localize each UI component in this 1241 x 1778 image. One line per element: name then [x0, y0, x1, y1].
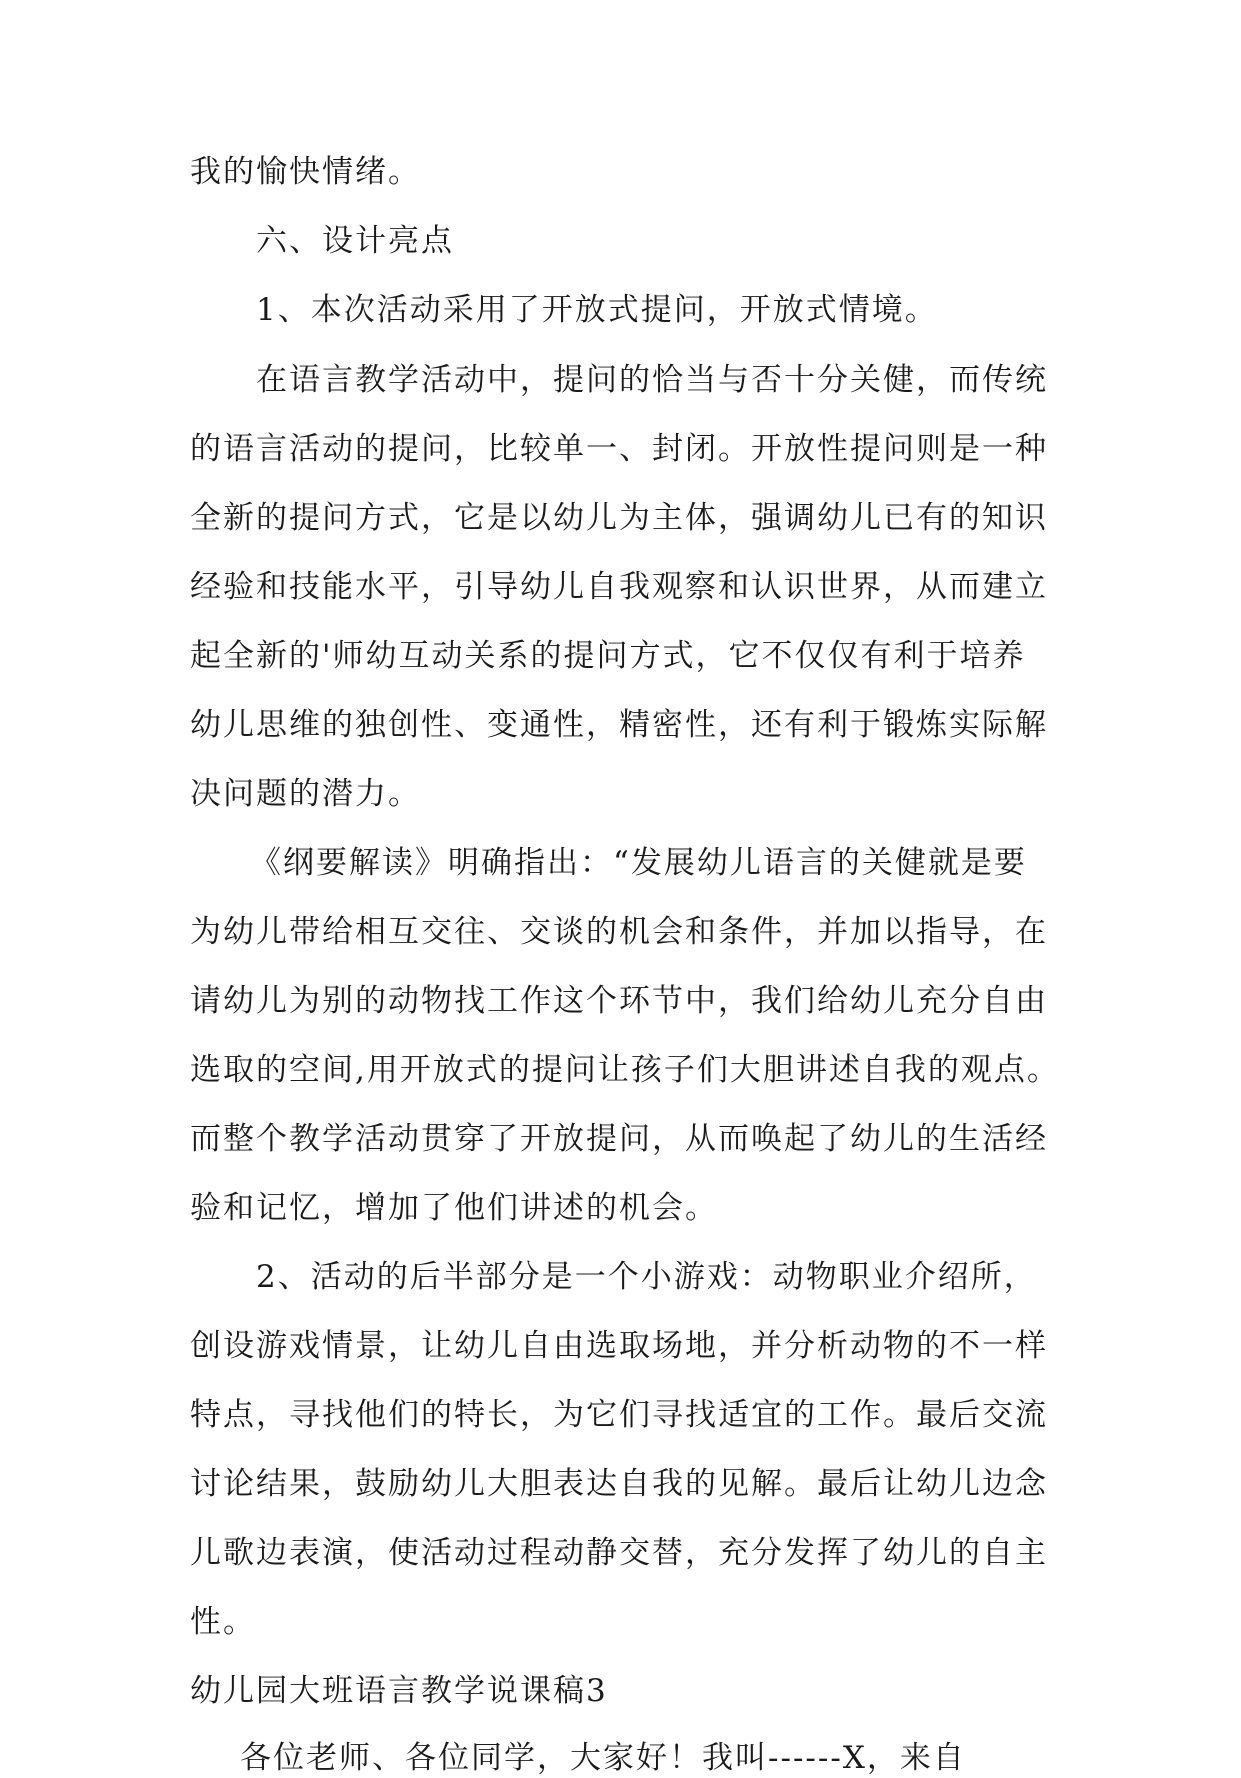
- text-line-19: 性。: [190, 1604, 256, 1640]
- text-line-15: 创设游戏情景，让幼儿自由选取场地，并分析动物的不一样: [190, 1328, 1048, 1364]
- text-line-6: 起全新的'师幼互动关系的提问方式，它不仅仅有利于培养: [190, 638, 1026, 674]
- text-line-3: 的语言活动的提问，比较单一、封闭。开放性提问则是一种: [190, 431, 1048, 467]
- text-line-11: 请幼儿为别的动物找工作这个环节中，我们给幼儿充分自由: [190, 983, 1048, 1019]
- text-line-point-1: 1、本次活动采用了开放式提问，开放式情境。: [256, 292, 938, 328]
- text-line-16: 特点，寻找他们的特长，为它们寻找适宜的工作。最后交流: [190, 1397, 1048, 1433]
- text-line-2: 在语言教学活动中，提问的恰当与否十分关健，而传统: [256, 362, 1048, 398]
- text-line-13: 而整个教学活动贯穿了开放提问，从而唤起了幼儿的生活经: [190, 1121, 1048, 1157]
- text-line-20: 各位老师、各位同学，大家好！我叫------X，来自: [240, 1740, 966, 1776]
- text-line-10: 为幼儿带给相互交往、交谈的机会和条件，并加以指导，在: [190, 914, 1048, 950]
- text-line-18: 儿歌边表演，使活动过程动静交替，充分发挥了幼儿的自主: [190, 1535, 1048, 1571]
- text-line-9: 《纲要解读》明确指出：“发展幼儿语言的关健就是要: [250, 845, 1027, 881]
- text-line-14: 验和记忆，增加了他们讲述的机会。: [190, 1190, 718, 1226]
- text-line-point-2: 2、活动的后半部分是一个小游戏：动物职业介绍所，: [256, 1259, 1037, 1295]
- text-line-8: 决问题的潜力。: [190, 776, 421, 812]
- text-line-1: 我的愉快情绪。: [190, 154, 421, 190]
- text-line-17: 讨论结果，鼓励幼儿大胆表达自我的见解。最后让幼儿边念: [190, 1466, 1048, 1502]
- text-line-7: 幼儿思维的独创性、变通性，精密性，还有利于锻炼实际解: [190, 707, 1048, 743]
- section-heading-design-highlights: 六、设计亮点: [256, 223, 454, 259]
- text-line-4: 全新的提问方式，它是以幼儿为主体，强调幼儿已有的知识: [190, 500, 1048, 536]
- text-line-12: 选取的空间,用开放式的提问让孩子们大胆讲述自我的观点。: [190, 1052, 1060, 1088]
- document-title: 幼儿园大班语言教学说课稿3: [190, 1673, 608, 1709]
- text-line-5: 经验和技能水平，引导幼儿自我观察和认识世界，从而建立: [190, 569, 1048, 605]
